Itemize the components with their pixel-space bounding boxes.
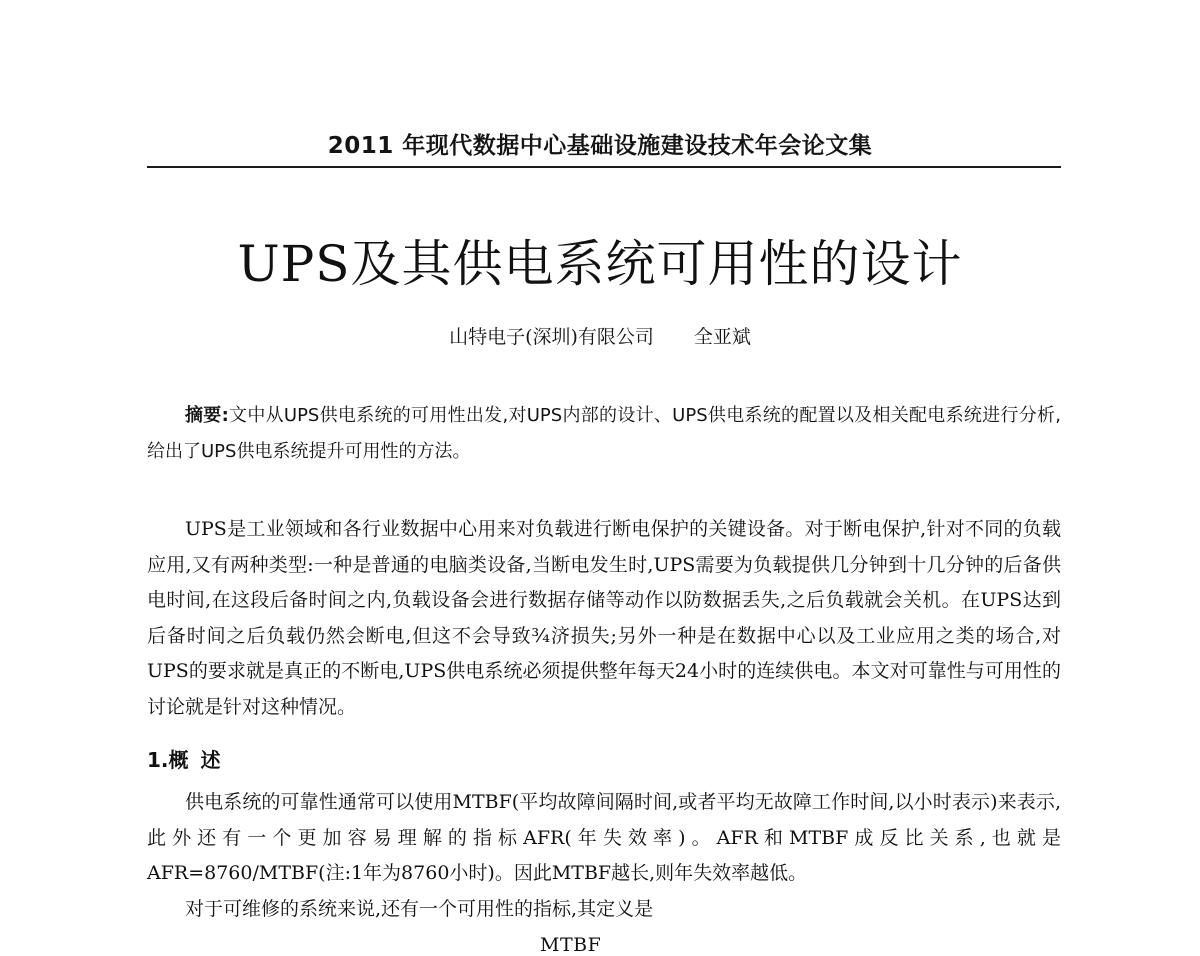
running-header: 2011 年现代数据中心基础设施建设技术年会论文集 [327, 133, 873, 159]
abstract [147, 398, 1061, 470]
section-paragraph-2: 对于可维修的系统来说,还有一个可用性的指标,其定义是 [185, 898, 654, 920]
affiliation: 山特电子(深圳)有限公司 [449, 326, 654, 348]
intro-paragraph: UPS是工业领域和各行业数据中心用来对负载进行断电保护的关键设备。对于断电保护,针对不同的负载应用,又有两种类型:一种是普通的电脑类设备,当断电发生时,UPS需要为负载提供几分钟到十几分钟的后备供电时间,在这段后备时间之内,负载设备会进行数据存储等动作以防数据丢失,之后负载就会关机。在UPS达到后备时间之后负载仍然会断电,但这不会导致¾济损失;另外一种是在数据中心以及工业应用之类的场合,对UPS的要求就是真正的不断电,UPS供电系统必须提供整年每天24小时的连续供电。本文对可靠性与可用性的讨论就是针对这种情况。 [147, 518, 1061, 718]
section-heading [147, 744, 221, 773]
abstract-text: 文中从UPS供电系统的可用性出发,对UPS内部的设计、UPS供电系统的配置以及相关配电系统进行分析,给出了UPS供电系统提升可用性的方法。 [147, 405, 1061, 462]
section-title: 述 [200, 748, 221, 772]
author-name: 全亚斌 [693, 326, 751, 348]
abstract-label: 摘要: [185, 405, 229, 426]
header-rule [147, 166, 1061, 168]
paper-title: UPS及其供电系统可用性的设计 [237, 235, 963, 293]
byline [0, 322, 1200, 349]
section-paragraph-1: 供电系统的可靠性通常可以使用MTBF(平均故障间隔时间,或者平均无故障工作时间,以小时表示)来表示,此外还有一个更加容易理解的指标AFR(年失效率)。AFR和MTBF成反比关系,也就是AFR=8760/MTBF(注:1年为8760小时)。因此MTBF越长,则年失效率越低。 [147, 791, 1061, 884]
section-number: 1.概 [147, 748, 189, 772]
formula-numerator: MTBF [540, 934, 602, 956]
